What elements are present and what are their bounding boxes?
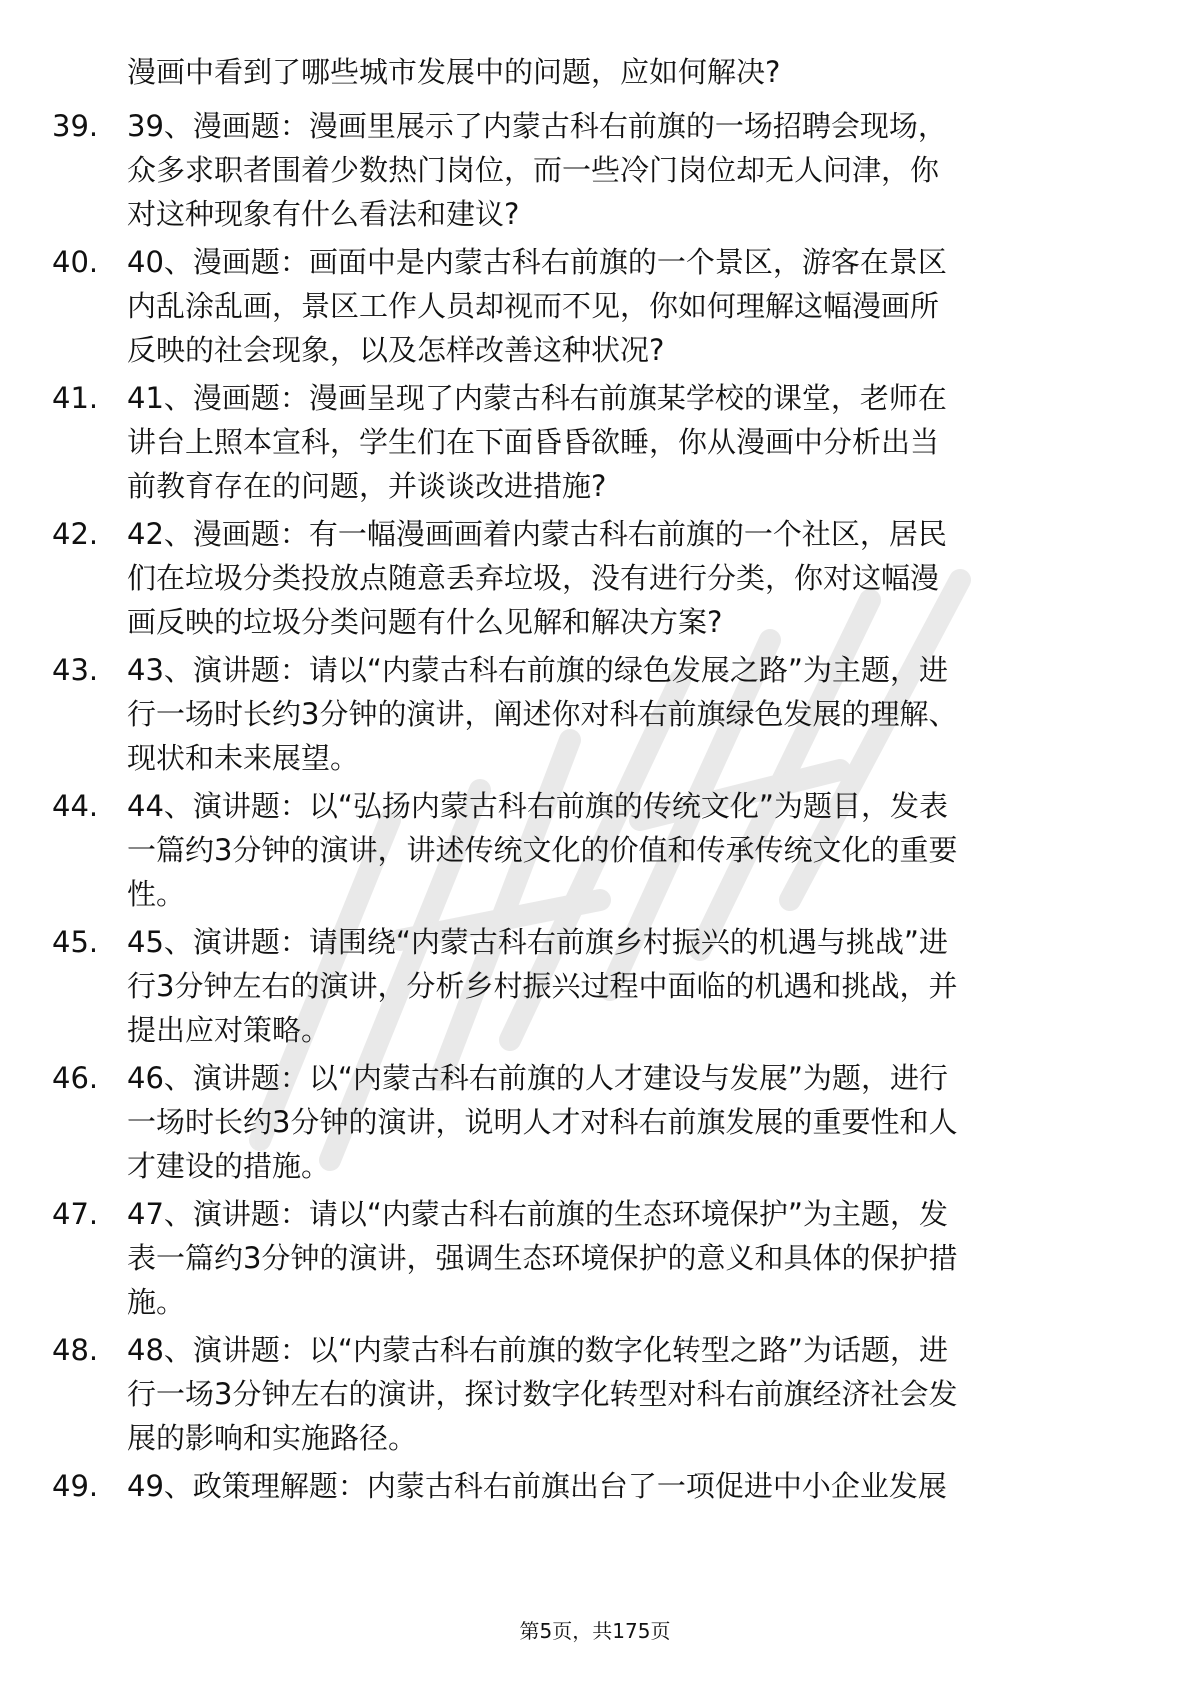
question-number: 40. bbox=[52, 245, 99, 279]
question-text bbox=[127, 104, 1137, 236]
question-number: 42. bbox=[52, 517, 99, 551]
question-line: 众多求职者围着少数热门岗位，而一些冷门岗位却无人问津，你 bbox=[127, 153, 940, 187]
question-line: 们在垃圾分类投放点随意丢弃垃圾，没有进行分类，你对这幅漫 bbox=[127, 561, 940, 595]
question-line: 讲台上照本宣科，学生们在下面昏昏欲睡，你从漫画中分析出当 bbox=[127, 425, 940, 459]
question-line: 42、漫画题：有一幅漫画画着内蒙古科右前旗的一个社区，居民 bbox=[127, 517, 947, 551]
question-line: 一场时长约3分钟的演讲，说明人才对科右前旗发展的重要性和人 bbox=[127, 1105, 958, 1139]
question-line: 39、漫画题：漫画里展示了内蒙古科右前旗的一场招聘会现场， bbox=[127, 109, 947, 143]
question-line: 性。 bbox=[127, 877, 186, 911]
question-number: 49. bbox=[52, 1469, 99, 1503]
question-text bbox=[127, 1464, 1137, 1508]
question-line: 画反映的垃圾分类问题有什么见解和解决方案? bbox=[127, 605, 723, 639]
question-line: 47、演讲题：请以“内蒙古科右前旗的生态环境保护”为主题，发 bbox=[127, 1197, 948, 1231]
question-line: 46、演讲题：以“内蒙古科右前旗的人才建设与发展”为题，进行 bbox=[127, 1061, 948, 1095]
question-text bbox=[127, 376, 1137, 508]
question-line: 行一场3分钟左右的演讲，探讨数字化转型对科右前旗经济社会发 bbox=[127, 1377, 958, 1411]
question-line: 内乱涂乱画，景区工作人员却视而不见，你如何理解这幅漫画所 bbox=[127, 289, 940, 323]
question-line: 反映的社会现象，以及怎样改善这种状况? bbox=[127, 333, 665, 367]
question-text bbox=[127, 240, 1137, 372]
question-line: 48、演讲题：以“内蒙古科右前旗的数字化转型之路”为话题，进 bbox=[127, 1333, 948, 1367]
question-line: 展的影响和实施路径。 bbox=[127, 1421, 418, 1455]
question-number: 48. bbox=[52, 1333, 99, 1367]
continuation-line: 漫画中看到了哪些城市发展中的问题，应如何解决? bbox=[127, 55, 781, 89]
question-line: 44、演讲题：以“弘扬内蒙古科右前旗的传统文化”为题目，发表 bbox=[127, 789, 948, 823]
question-line: 现状和未来展望。 bbox=[127, 741, 360, 775]
question-line: 表一篇约3分钟的演讲，强调生态环境保护的意义和具体的保护措 bbox=[127, 1241, 958, 1275]
question-number: 44. bbox=[52, 789, 99, 823]
question-line: 一篇约3分钟的演讲，讲述传统文化的价值和传承传统文化的重要 bbox=[127, 833, 958, 867]
question-text bbox=[127, 784, 1137, 916]
question-text bbox=[127, 512, 1137, 644]
question-line: 施。 bbox=[127, 1285, 186, 1319]
question-line: 43、演讲题：请以“内蒙古科右前旗的绿色发展之路”为主题，进 bbox=[127, 653, 948, 687]
question-text bbox=[127, 920, 1137, 1052]
question-number: 43. bbox=[52, 653, 99, 687]
question-text bbox=[127, 1192, 1137, 1324]
question-number: 47. bbox=[52, 1197, 99, 1231]
question-line: 行3分钟左右的演讲，分析乡村振兴过程中面临的机遇和挑战，并 bbox=[127, 969, 958, 1003]
question-line: 40、漫画题：画面中是内蒙古科右前旗的一个景区，游客在景区 bbox=[127, 245, 947, 279]
question-line: 41、漫画题：漫画呈现了内蒙古科右前旗某学校的课堂，老师在 bbox=[127, 381, 947, 415]
question-number: 41. bbox=[52, 381, 99, 415]
question-number: 39. bbox=[52, 109, 99, 143]
question-line: 前教育存在的问题，并谈谈改进措施? bbox=[127, 469, 607, 503]
question-number: 45. bbox=[52, 925, 99, 959]
question-line: 才建设的措施。 bbox=[127, 1149, 331, 1183]
question-number: 46. bbox=[52, 1061, 99, 1095]
question-line: 对这种现象有什么看法和建议? bbox=[127, 197, 520, 231]
question-text bbox=[127, 648, 1137, 780]
question-line: 提出应对策略。 bbox=[127, 1013, 331, 1047]
question-text bbox=[127, 1056, 1137, 1188]
page-footer: 第5页，共175页 bbox=[519, 1619, 671, 1643]
question-text bbox=[127, 1328, 1137, 1460]
question-line: 49、政策理解题：内蒙古科右前旗出台了一项促进中小企业发展 bbox=[127, 1469, 947, 1503]
question-line: 45、演讲题：请围绕“内蒙古科右前旗乡村振兴的机遇与挑战”进 bbox=[127, 925, 948, 959]
question-line: 行一场时长约3分钟的演讲，阐述你对科右前旗绿色发展的理解、 bbox=[127, 697, 958, 731]
